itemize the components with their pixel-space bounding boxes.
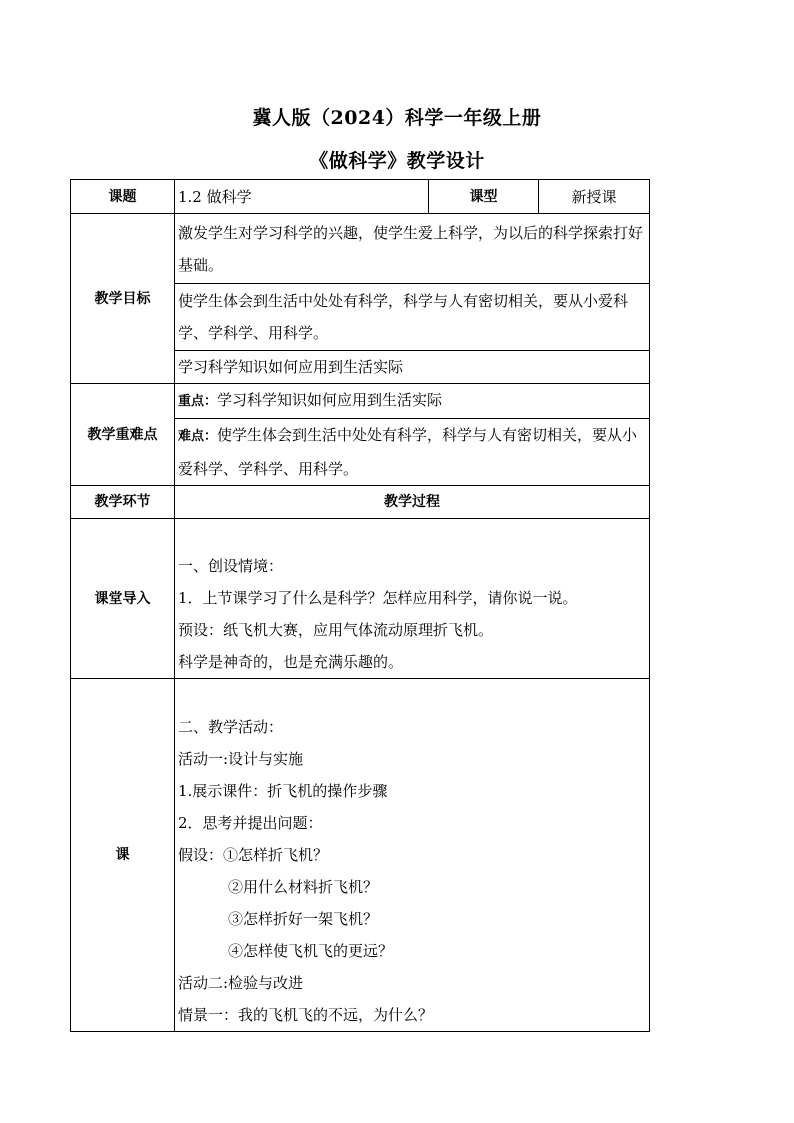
lesson-hypothesis: ②用什么材料折飞机？ (228, 878, 379, 896)
intro-line: 一、创设情境： (178, 556, 284, 575)
objective-item: 学习科学知识如何应用到生活实际 (175, 351, 650, 384)
topic-value: 1.2 做科学 (175, 180, 429, 214)
lesson-line: 2．思考并提出问题： (178, 814, 323, 832)
key-point-label: 重点： (178, 394, 218, 409)
topic-label: 课题 (71, 180, 175, 214)
intro-line: 预设：纸飞机大赛，应用气体流动原理折飞机。 (178, 620, 494, 639)
type-value: 新授课 (539, 180, 650, 214)
intro-line: 科学是神奇的，也是充满乐趣的。 (178, 652, 404, 671)
lesson-hypothesis: ③怎样折好一架飞机？ (228, 910, 379, 928)
intro-line: 1．上节课学习了什么是科学？怎样应用科学，请你说一说。 (178, 588, 578, 607)
process-header-row (71, 486, 650, 519)
process-header: 教学过程 (175, 486, 650, 519)
intro-content (175, 519, 650, 679)
difficult-point-text: 使学生体会到生活中处处有科学，科学与人有密切相关，要从小爱科学、学科学、用科学。 (178, 426, 638, 478)
stage-header: 教学环节 (71, 486, 175, 519)
lesson-hypothesis: ④怎样使飞机飞的更远？ (228, 942, 394, 960)
objective-item: 激发学生对学习科学的兴趣，使学生爱上科学，为以后的科学探索打好基础。 (175, 214, 650, 284)
lesson-line: 假设：①怎样折飞机？ (178, 846, 329, 864)
lesson-row (71, 679, 650, 1032)
type-label: 课型 (429, 180, 539, 214)
document-subtitle: 《做科学》教学设计 (309, 150, 485, 172)
key-point (175, 384, 650, 419)
lesson-plan-table (70, 179, 650, 1032)
objective-item: 使学生体会到生活中处处有科学，科学与人有密切相关，要从小爱科学、学科学、用科学。 (175, 284, 650, 351)
intro-row (71, 519, 650, 679)
objectives-label: 教学目标 (71, 214, 175, 384)
difficult-point (175, 419, 650, 486)
difficult-point-label: 难点： (178, 429, 218, 444)
lesson-label: 课 (71, 679, 175, 1032)
lesson-line: 情景一：我的飞机飞的不远，为什么？ (178, 1006, 434, 1024)
topic-row (71, 180, 650, 214)
document-title: 冀人版（2024）科学一年级上册 (252, 107, 542, 129)
lesson-line: 1.展示课件：折飞机的操作步骤 (178, 782, 388, 800)
lesson-content (175, 679, 650, 1032)
objective-row-1 (71, 214, 650, 284)
key-point-row (71, 384, 650, 419)
key-points-label: 教学重难点 (71, 384, 175, 486)
lesson-line: 活动一:设计与实施 (178, 750, 304, 768)
key-point-text: 学习科学知识如何应用到生活实际 (217, 391, 443, 409)
lesson-line: 活动二:检验与改进 (178, 974, 304, 992)
intro-label: 课堂导入 (71, 519, 175, 679)
lesson-line: 二、教学活动： (178, 718, 284, 736)
